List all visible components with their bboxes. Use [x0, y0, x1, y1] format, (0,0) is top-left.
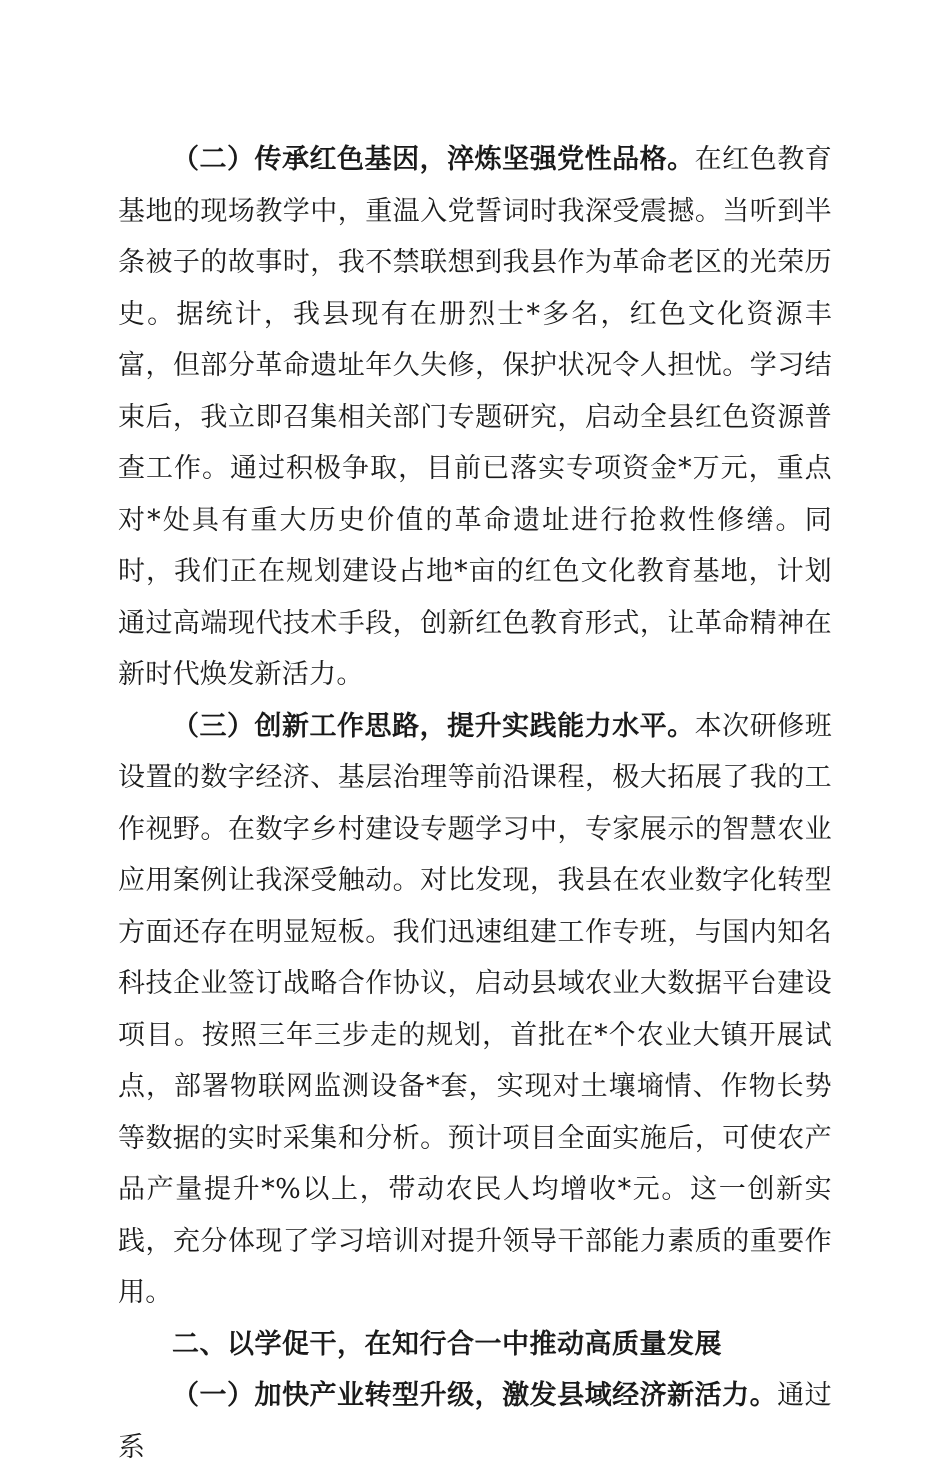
paragraph-text: 在红色教育基地的现场教学中，重温入党誓词时我深受震撼。当听到半条被子的故事时，我不禁联想到我县作为革命老区的光荣历史。据统计，我县现有在册烈士*多名，红色文化资源丰富，但部分革命遗址年久失修，保护状况令人担忧。学习结束后，我立即召集相关部门专题研究，启动全县红色资源普查工作。通过积极争取，目前已落实专项资金*万元，重点对*处具有重大历史价值的革命遗址进行抢救性修缮。同时，我们正在规划建设占地*亩的红色文化教育基地，计划通过高端现代技术手段，创新红色教育形式，让革命精神在新时代焕发新活力。 [118, 144, 833, 690]
paragraph-text: 本次研修班设置的数字经济、基层治理等前沿课程，极大拓展了我的工作视野。在数字乡村建设专题学习中，专家展示的智慧农业应用案例让我深受触动。对比发现，我县在农业数字化转型方面还存在明显短板。我们迅速组建工作专班，与国内知名科技企业签订战略合作协议，启动县域农业大数据平台建设项目。按照三年三步走的规划，首批在*个农业大镇开展试点，部署物联网监测设备*套，实现对土壤墒情、作物长势等数据的实时采集和分析。预计项目全面实施后，可使农产品产量提升*%以上，带动农民人均增收*元。这一创新实践，充分体现了学习培训对提升领导干部能力素质的重要作用。 [118, 710, 833, 1308]
paragraph-innovation [118, 701, 832, 1319]
paragraph-red-gene [118, 134, 832, 701]
paragraph-lead: （二）传承红色基因，淬炼坚强党性品格。 [172, 144, 695, 175]
paragraph-lead: （三）创新工作思路，提升实践能力水平。 [172, 710, 695, 742]
document-body [118, 134, 832, 1473]
paragraph-industry-upgrade [118, 1370, 832, 1473]
paragraph-text: 通过系 [118, 1380, 832, 1463]
paragraph-lead: （一）加快产业转型升级，激发县域经济新活力。 [172, 1380, 778, 1411]
section-heading: 二、以学促干，在知行合一中推动高质量发展 [172, 1328, 722, 1360]
